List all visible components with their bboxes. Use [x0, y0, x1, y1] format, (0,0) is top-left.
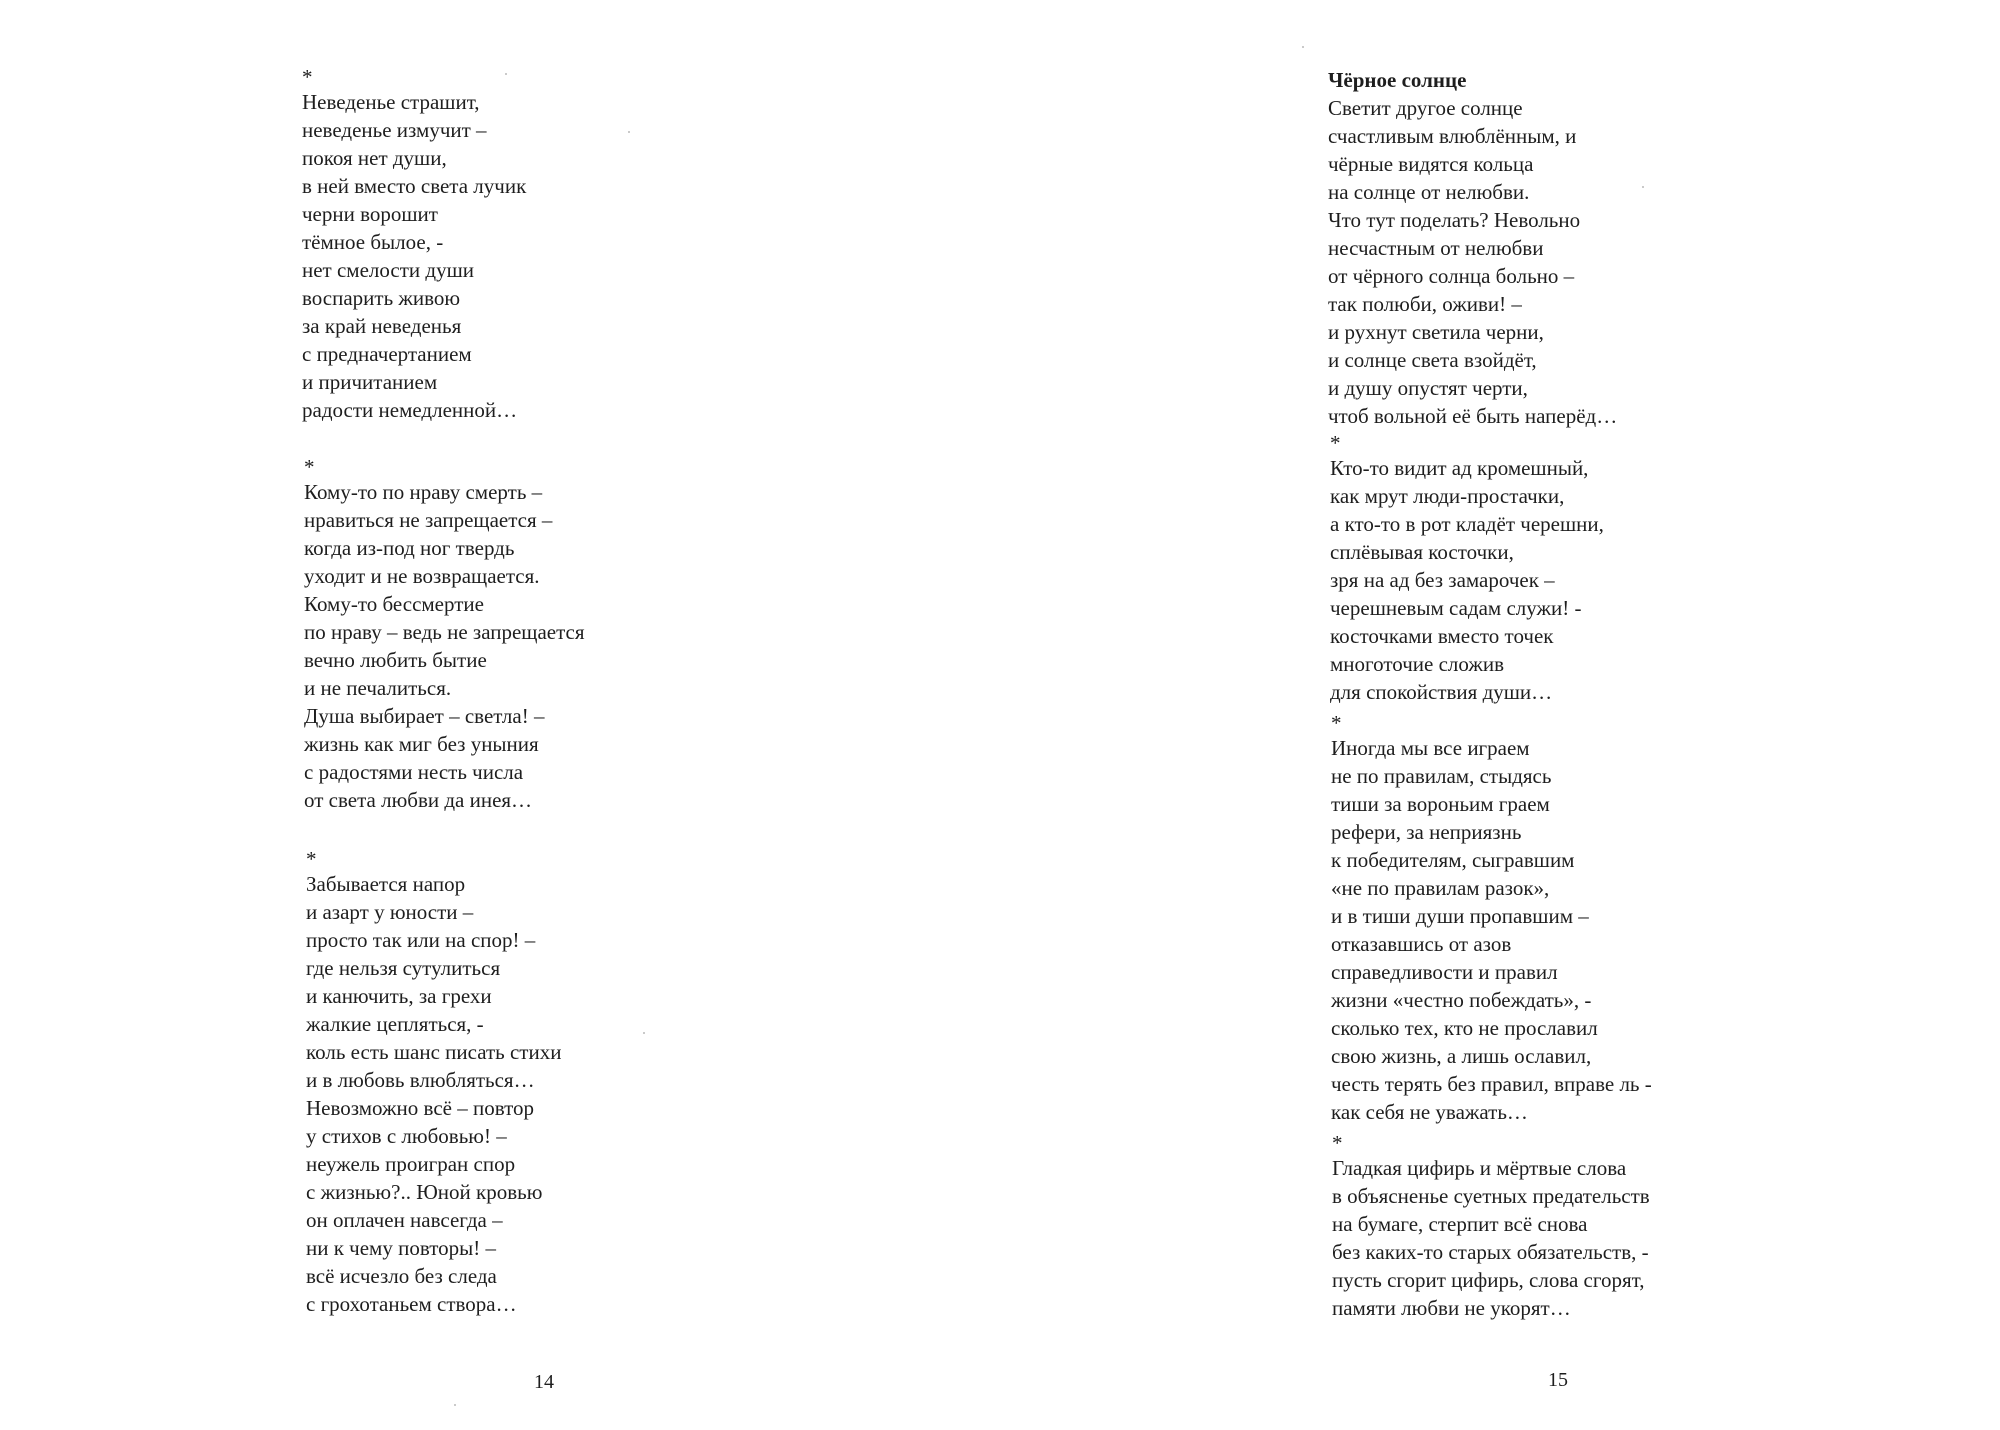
- poem-line: чёрные видятся кольца: [1328, 152, 1534, 176]
- poem-line: счастливым влюблённым, и: [1328, 124, 1577, 148]
- poem-line: и азарт у юности –: [306, 900, 474, 924]
- poem-marker: *: [1332, 1131, 1343, 1155]
- poem-3: [306, 848, 561, 1318]
- poem-line: он оплачен навсегда –: [306, 1208, 503, 1232]
- poem-line: у стихов с любовью! –: [306, 1124, 507, 1148]
- poem-line: рефери, за неприязнь: [1331, 820, 1522, 844]
- poem-marker: *: [304, 455, 315, 479]
- poem-line: Душа выбирает – светла! –: [304, 704, 545, 728]
- poem-1: [302, 66, 526, 424]
- poem-line: неведенье измучит –: [302, 118, 487, 142]
- poem-line: всё исчезло без следа: [306, 1264, 497, 1288]
- poem-line: и душу опустят черти,: [1328, 376, 1528, 400]
- poem-line: и причитанием: [302, 370, 438, 394]
- poem-line: пусть сгорит цифирь, слова сгорят,: [1332, 1268, 1645, 1292]
- poem-line: неужель проигран спор: [306, 1152, 516, 1176]
- poem-line: на бумаге, стерпит всё снова: [1332, 1212, 1588, 1236]
- poem-line: как себя не уважать…: [1331, 1100, 1528, 1124]
- poem-line: Что тут поделать? Невольно: [1328, 208, 1581, 232]
- poem-line: воспарить живою: [302, 286, 461, 310]
- poem-line: с предначертанием: [302, 342, 472, 366]
- poem-line: в объясненье суетных предательств: [1332, 1184, 1650, 1208]
- poem-line: «не по правилам разок»,: [1331, 876, 1550, 900]
- poem-line: чтоб вольной её быть наперёд…: [1328, 404, 1618, 428]
- paper-speck: [1302, 46, 1304, 48]
- poem-line: справедливости и правил: [1331, 960, 1558, 984]
- poem-line: Кому-то по нраву смерть –: [304, 480, 543, 504]
- poem-marker: *: [306, 847, 317, 871]
- poem-line: Невозможно всё – повтор: [306, 1096, 534, 1120]
- poem-line: черешневым садам служи! -: [1330, 596, 1582, 620]
- poem-line: Кому-то бессмертие: [304, 592, 484, 616]
- poem-line: а кто-то в рот кладёт черешни,: [1330, 512, 1604, 536]
- poem-black-sun: [1328, 66, 1617, 430]
- poem-line: жалкие цепляться, -: [306, 1012, 484, 1036]
- paper-speck: [643, 1032, 645, 1034]
- poem-line: к победителям, сыгравшим: [1331, 848, 1575, 872]
- poem-2: [304, 456, 585, 814]
- poem-line: с грохотаньем створа…: [306, 1292, 517, 1316]
- poem-line: от света любви да инея…: [304, 788, 533, 812]
- poem-line: Неведенье страшит,: [302, 90, 480, 114]
- poem-line: на солнце от нелюбви.: [1328, 180, 1530, 204]
- poem-line: отказавшись от азов: [1331, 932, 1512, 956]
- poem-line: тёмное былое, -: [302, 230, 444, 254]
- poem-line: Светит другое солнце: [1328, 96, 1523, 120]
- paper-speck: [454, 1404, 456, 1406]
- poem-line: от чёрного солнца больно –: [1328, 264, 1575, 288]
- poem-line: в ней вместо света лучик: [302, 174, 527, 198]
- poem-line: просто так или на спор! –: [306, 928, 536, 952]
- poem-6: [1332, 1132, 1650, 1322]
- poem-line: с жизнью?.. Юной кровью: [306, 1180, 543, 1204]
- poem-line: Гладкая цифирь и мёртвые слова: [1332, 1156, 1627, 1180]
- poem-line: честь терять без правил, вправе ль -: [1331, 1072, 1652, 1096]
- page-number: 15: [1548, 1369, 1568, 1391]
- poem-line: нравиться не запрещается –: [304, 508, 553, 532]
- poem-line: и канючить, за грехи: [306, 984, 492, 1008]
- poem-line: несчастным от нелюбви: [1328, 236, 1544, 260]
- poem-line: и не печалиться.: [304, 676, 452, 700]
- poem-line: не по правилам, стыдясь: [1331, 764, 1552, 788]
- poem-line: свою жизнь, а лишь ославил,: [1331, 1044, 1592, 1068]
- poem-line: где нельзя сутулиться: [306, 956, 501, 980]
- poem-line: и солнце света взойдёт,: [1328, 348, 1537, 372]
- paper-speck: [505, 73, 507, 75]
- poem-line: за край неведенья: [302, 314, 462, 338]
- right-page: [1000, 0, 2000, 1430]
- poem-line: ни к чему повторы! –: [306, 1236, 496, 1260]
- poem-line: жизнь как миг без уныния: [304, 732, 539, 756]
- poem-line: и в тиши души пропавшим –: [1331, 904, 1589, 928]
- poem-line: сплёвывая косточки,: [1330, 540, 1514, 564]
- poem-line: Кто-то видит ад кромешный,: [1330, 456, 1589, 480]
- poem-line: тиши за вороньим граем: [1331, 792, 1550, 816]
- poem-line: черни ворошит: [302, 202, 438, 226]
- poem-line: покоя нет души,: [302, 146, 447, 170]
- poem-line: вечно любить бытие: [304, 648, 487, 672]
- poem-marker: *: [1331, 711, 1342, 735]
- poem-line: уходит и не возвращается.: [304, 564, 540, 588]
- poem-line: по нраву – ведь не запрещается: [304, 620, 585, 644]
- poem-line: для спокойствия души…: [1330, 680, 1553, 704]
- poem-line: Иногда мы все играем: [1331, 736, 1530, 760]
- poem-5: [1331, 712, 1652, 1126]
- poem-marker: *: [302, 65, 313, 89]
- poem-line: радости немедленной…: [302, 398, 518, 422]
- poem-line: жизни «честно побеждать», -: [1331, 988, 1592, 1012]
- poem-line: так полюби, оживи! –: [1328, 292, 1522, 316]
- poem-line: как мрут люди-простачки,: [1330, 484, 1565, 508]
- poem-line: сколько тех, кто не прославил: [1331, 1016, 1598, 1040]
- poem-line: и в любовь влюбляться…: [306, 1068, 535, 1092]
- poem-title: Чёрное солнце: [1328, 68, 1467, 92]
- poem-line: Забывается напор: [306, 872, 466, 896]
- poem-line: коль есть шанс писать стихи: [306, 1040, 562, 1064]
- poem-line: без каких-то старых обязательств, -: [1332, 1240, 1649, 1264]
- poem-line: нет смелости души: [302, 258, 474, 282]
- poem-line: косточками вместо точек: [1330, 624, 1554, 648]
- poem-line: и рухнут светила черни,: [1328, 320, 1544, 344]
- poem-line: с радостями несть числа: [304, 760, 524, 784]
- paper-speck: [1642, 186, 1644, 188]
- page-number: 14: [534, 1371, 554, 1393]
- poem-line: зря на ад без замарочек –: [1330, 568, 1555, 592]
- poem-line: памяти любви не укорят…: [1332, 1296, 1571, 1320]
- poem-line: когда из-под ног твердь: [304, 536, 515, 560]
- paper-speck: [628, 131, 630, 133]
- poem-4: [1330, 432, 1604, 706]
- poem-line: многоточие сложив: [1330, 652, 1505, 676]
- poem-marker: *: [1330, 431, 1341, 455]
